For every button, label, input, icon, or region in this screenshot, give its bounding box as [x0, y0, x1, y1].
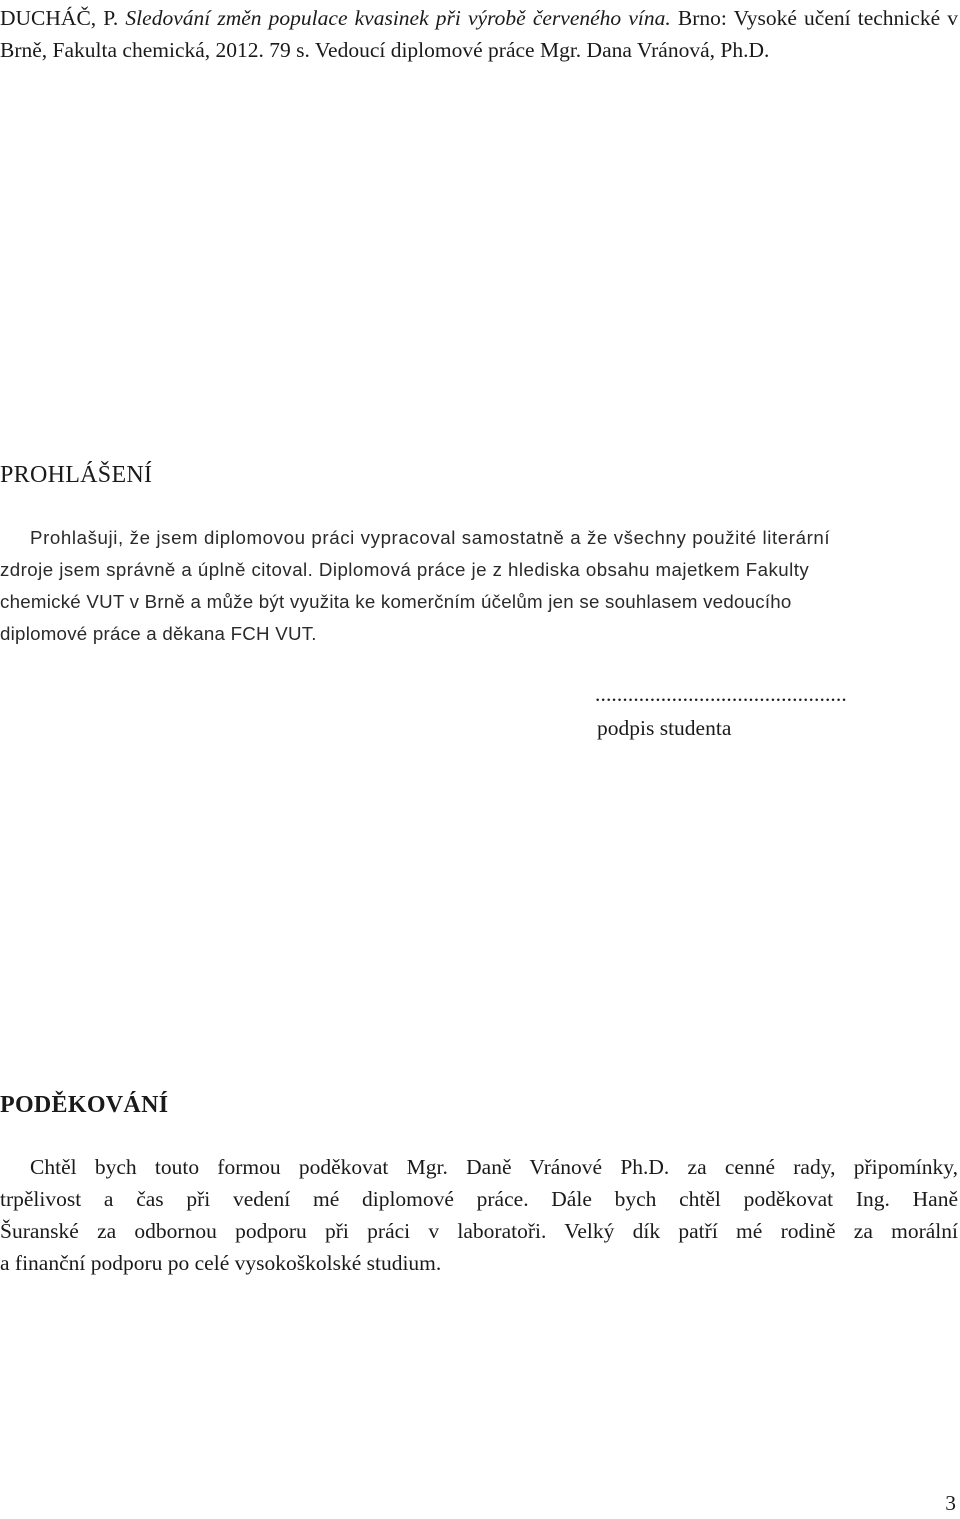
- page-number: 3: [945, 1491, 956, 1515]
- declaration-line: diplomové práce a děkana FCH VUT.: [0, 623, 317, 644]
- declaration-text: [0, 522, 958, 650]
- acknowledgement-line: trpělivost a čas při vedení mé diplomové práce. Dále bych chtěl poděkovat Ing. Haně: [0, 1187, 958, 1211]
- acknowledgement-heading: PODĚKOVÁNÍ: [0, 1092, 169, 1118]
- declaration-line: Prohlašuji, že jsem diplomovou práci vypracoval samostatně a že všechny použité literární: [30, 527, 831, 548]
- bibliographic-citation: [0, 2, 958, 66]
- citation-details: Brno: Vysoké učení technické v Brně, Fakulta chemická, 2012. 79 s. Vedoucí diplomové práce Mgr. Dana Vránová, Ph.D.: [0, 6, 959, 62]
- signature-line: ..............................................: [595, 682, 847, 706]
- declaration-line: chemické VUT v Brně a může být využita ke komerčním účelům jen se souhlasem vedoucího: [0, 591, 792, 612]
- declaration-line: zdroje jsem správně a úplně citoval. Diplomová práce je z hlediska obsahu majetkem Fakulty: [0, 559, 810, 580]
- signature-block: [597, 678, 847, 744]
- acknowledgement-text: [0, 1151, 958, 1279]
- declaration-heading: PROHLÁŠENÍ: [0, 462, 153, 488]
- acknowledgement-line: Chtěl bych touto formou poděkovat Mgr. Daně Vránové Ph.D. za cenné rady, připomínky,: [30, 1155, 958, 1179]
- acknowledgement-line: Šuranské za odbornou podporu při práci v laboratoři. Velký dík patří mé rodině za morální: [0, 1219, 958, 1243]
- citation-authors: DUCHÁČ, P.: [0, 6, 119, 30]
- signature-label: podpis studenta: [597, 716, 732, 740]
- citation-title: Sledování změn populace kvasinek při výrobě červeného vína.: [125, 6, 671, 30]
- acknowledgement-line: a finanční podporu po celé vysokoškolské studium.: [0, 1251, 442, 1275]
